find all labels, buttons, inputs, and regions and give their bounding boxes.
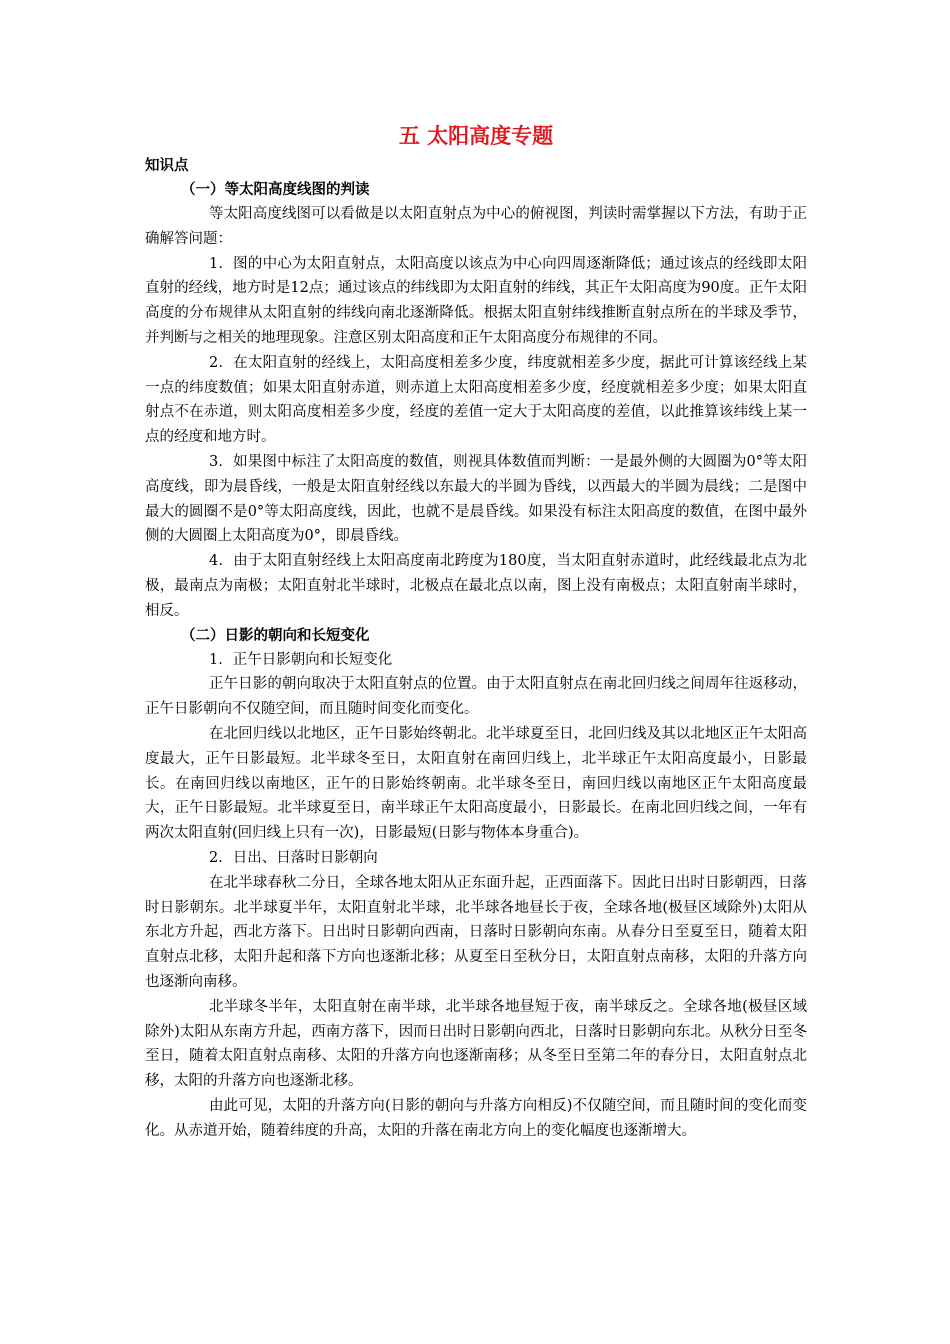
subsection-heading: 1．正午日影朝向和长短变化 [209,651,393,668]
paragraph: 在北回归线以北地区，正午日影始终朝北。北半球夏至日，北回归线及其以北地区正午太阳高度最大，正午日影最短。北半球冬至日，太阳直射在南回归线上，北半球正午太阳高度最小，日影最长。在南回归线以南地区，正午的日影始终朝南。北半球冬至日，南回归线以南地区正午太阳高度最大，正午日影最短。北半球夏至日，南半球正午太阳高度最小，日影最长。在南北回归线之间，一年有两次太阳直射(回归线上只有一次)，日影最短(日影与物体本身重合)。 [145,725,807,842]
knowledge-points-label: 知识点 [145,158,189,174]
paragraph: 北半球冬半年，太阳直射在南半球，北半球各地昼短于夜，南半球反之。全球各地(极昼区域除外)太阳从东南方升起，西南方落下，因而日出时日影朝向西北，日落时日影朝向东北。从秋分日至冬至日，随着太阳直射点南移、太阳的升落方向也逐渐南移；从冬至日至第二年的春分日，太阳直射点北移，太阳的升落方向也逐渐北移。 [145,998,807,1090]
document-title: 五 太阳高度专题 [398,124,554,148]
paragraph: 2．在太阳直射的经线上，太阳高度相差多少度，纬度就相差多少度，据此可计算该经线上某一点的纬度数值；如果太阳直射赤道，则赤道上太阳高度相差多少度，经度就相差多少度；如果太阳直射点不在赤道，则太阳高度相差多少度，经度的差值一定大于太阳高度的差值，以此推算该纬线上某一点的经度和地方时。 [145,354,807,446]
paragraph: 1．图的中心为太阳直射点，太阳高度以该点为中心向四周逐渐降低；通过该点的经线即太阳直射的经线，地方时是12点；通过该点的纬线即为太阳直射的纬线，其正午太阳高度为90度。正午太阳高度的分布规律从太阳直射的纬线向南北逐渐降低。根据太阳直射纬线推断直射点所在的半球及季节，并判断与之相关的地理现象。注意区别太阳高度和正午太阳高度分布规律的不同。 [145,255,807,346]
document-page [145,120,807,1143]
section-heading: （一）等太阳高度线图的判读 [181,182,370,198]
paragraph: 3．如果图中标注了太阳高度的数值，则视具体数值而判断：一是最外侧的大圆圈为0°等太阳高度线，即为晨昏线，一般是太阳直射经线以东最大的半圆为昏线，以西最大的半圆为晨线；二是图中最大的圆圈不是0°等太阳高度线，因此，也就不是晨昏线。如果没有标注太阳高度的数值，在图中最外侧的大圆圈上太阳高度为0°，即晨昏线。 [145,453,807,545]
section-1 [145,178,807,624]
paragraph: 由此可见，太阳的升落方向(日影的朝向与升落方向相反)不仅随空间，而且随时间的变化而变化。从赤道开始，随着纬度的升高，太阳的升落在南北方向上的变化幅度也逐渐增大。 [145,1097,807,1139]
section-heading: （二）日影的朝向和长短变化 [181,627,370,644]
paragraph: 等太阳高度线图可以看做是以太阳直射点为中心的俯视图，判读时需掌握以下方法，有助于正确解答问题： [145,206,807,247]
paragraph: 正午日影的朝向取决于太阳直射点的位置。由于太阳直射点在南北回归线之间周年往返移动，正午日影朝向不仅随空间，而且随时间变化而变化。 [145,676,807,718]
subsection-heading: 2．日出、日落时日影朝向 [209,849,378,866]
paragraph: 4．由于太阳直射经线上太阳高度南北跨度为180度，当太阳直射赤道时，此经线最北点为北极，最南点为南极；太阳直射北半球时，北极点在最北点以南，图上没有南极点；太阳直射南半球时，相反。 [145,553,807,619]
section-2 [145,624,807,1144]
paragraph: 在北半球春秋二分日，全球各地太阳从正东面升起，正西面落下。因此日出时日影朝西，日落时日影朝东。北半球夏半年，太阳直射北半球，北半球各地昼长于夜，全球各地(极昼区域除外)太阳从东北方升起，西北方落下。日出时日影朝向西南，日落时日影朝向东南。从春分日至夏至日，随着太阳直射点北移，太阳升起和落下方向也逐渐北移；从夏至日至秋分日，太阳直射点南移，太阳的升落方向也逐渐向南移。 [145,874,807,990]
